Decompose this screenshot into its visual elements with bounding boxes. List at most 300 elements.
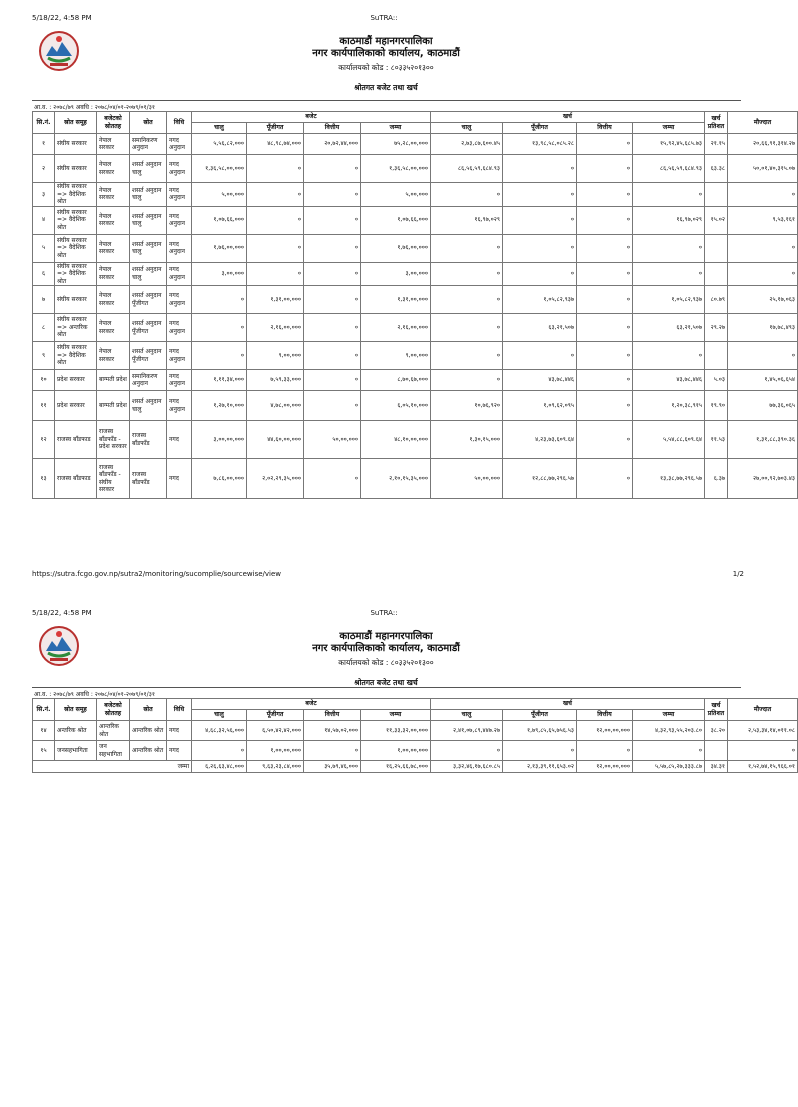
table-cell: राजस्व बाँडफाँड - संघीय सरकार [97, 459, 130, 499]
table-cell: ६३,२१,५०७ [503, 314, 577, 342]
table-cell: १०,७६,९२० [431, 391, 503, 421]
table-cell: ० [577, 234, 633, 262]
col-method: विधि [167, 699, 192, 721]
table-cell: नगद [167, 459, 192, 499]
table-cell: १,०७,६६,००० [192, 206, 247, 234]
table-cell: १३ [33, 459, 55, 499]
table-cell: ० [503, 741, 577, 761]
table-cell: आन्तरिक श्रोत [97, 721, 130, 741]
table-cell: ५,००,००० [192, 183, 247, 207]
table-cell: नगद अनुदान [167, 206, 192, 234]
office-name: नगर कार्यपालिकाको कार्यालय, काठमाडौं [312, 643, 460, 654]
table-cell: शसर्त अनुदान चालु [130, 155, 167, 183]
footer-url: https://sutra.fcgo.gov.np/sutra2/monitoring/sucomplie/sourcewise/view [32, 570, 281, 578]
table-cell: २९.२७ [705, 314, 728, 342]
totals-cell: १,५२,७४,१५,९६६.०१ [728, 761, 798, 773]
table-cell: नेपाल सरकार [97, 286, 130, 314]
table-cell: २,७३,८७,६००.४५ [431, 134, 503, 155]
table-cell: नगद अनुदान [167, 234, 192, 262]
table-row [33, 342, 798, 370]
table-cell: ४,६८,३२,५६,००० [192, 721, 247, 741]
col-exp-financial: वित्तीय [577, 710, 633, 721]
totals-cell: ३४.३१ [705, 761, 728, 773]
table-row [33, 314, 798, 342]
table-cell [705, 342, 728, 370]
table-cell: ४,२३,७३,६०९.६४ [503, 421, 577, 459]
table-cell: १ [33, 134, 55, 155]
table-cell: ० [304, 206, 361, 234]
table-cell: संघीय सरकार => वैदेशिक श्रोत [55, 234, 97, 262]
table-cell: १,०७,६६,००० [361, 206, 431, 234]
table-cell: ६.३७ [705, 459, 728, 499]
table-cell: ० [304, 234, 361, 262]
col-sn: सि.नं. [33, 699, 55, 721]
table-cell: ५,५६,८२,००० [192, 134, 247, 155]
table-cell: २,१६,००,००० [361, 314, 431, 342]
table-cell: राजस्व बाँडफाड [55, 421, 97, 459]
col-exp-total: जम्मा [633, 123, 705, 134]
table-cell: ० [431, 262, 503, 286]
table-cell: शसर्त अनुदान चालु [130, 391, 167, 421]
table-cell: ० [503, 155, 577, 183]
table-cell: ० [633, 342, 705, 370]
table-cell: ० [304, 183, 361, 207]
col-budget-capital: पूँजीगत [247, 710, 304, 721]
table-cell: ० [304, 262, 361, 286]
table-cell: ४३,७८,४४६ [503, 370, 577, 391]
col-exp-capital: पूँजीगत [503, 123, 577, 134]
table-cell: ३,००,००,००० [192, 421, 247, 459]
table-cell: १,२०,३८,९१५ [633, 391, 705, 421]
table-cell: संघीय सरकार [55, 155, 97, 183]
table-cell: ६,५०,४२,४२,००० [247, 721, 304, 741]
table-cell [705, 183, 728, 207]
col-balance: मौज्दात [728, 112, 798, 134]
table-row [33, 155, 798, 183]
table-row [33, 721, 798, 741]
table-cell: संघीय सरकार => वैदेशिक श्रोत [55, 262, 97, 286]
table-cell: १५,९२,४५,६८५.७३ [633, 134, 705, 155]
table-cell: संघीय सरकार => वैदेशिक श्रोत [55, 183, 97, 207]
table-cell: २,१०,१५,३५,००० [361, 459, 431, 499]
table-cell: नेपाल सरकार [97, 155, 130, 183]
table-cell: १४ [33, 721, 55, 741]
print-timestamp: 5/18/22, 4:58 PM [32, 14, 92, 22]
table-cell: संघीय सरकार => वैदेशिक श्रोत [55, 206, 97, 234]
table-row [33, 741, 798, 761]
table-cell: ४८,९८,७४,००० [247, 134, 304, 155]
office-name: नगर कार्यपालिकाको कार्यालय, काठमाडौं [312, 48, 460, 59]
table-cell: आन्तरिक श्रोत [130, 721, 167, 741]
table-row [33, 183, 798, 207]
page-2 [0, 595, 795, 1107]
col-balance: मौज्दात [728, 699, 798, 721]
table-cell: ० [192, 741, 247, 761]
budget-expenditure-table [32, 698, 798, 773]
table-cell: १० [33, 370, 55, 391]
table-cell: १,३०,१५,००० [431, 421, 503, 459]
table-cell: १२,८८,७७,२९६.५७ [503, 459, 577, 499]
table-cell: ८ [33, 314, 55, 342]
table-cell: ० [633, 262, 705, 286]
table-cell: शसर्त अनुदान चालु [130, 234, 167, 262]
col-budget: बजेट [192, 699, 431, 710]
table-cell: १२ [33, 421, 55, 459]
table-cell: १,३६,५८,००,००० [192, 155, 247, 183]
table-cell: १,०५,८२,९३७ [633, 286, 705, 314]
table-cell: १४,५७,०२,००० [304, 721, 361, 741]
table-cell: ० [577, 134, 633, 155]
table-cell: ० [577, 262, 633, 286]
table-cell: राजस्व बाँडफाड [55, 459, 97, 499]
table-row [33, 421, 798, 459]
table-cell: ६,०५,१०,००० [361, 391, 431, 421]
table-cell: ० [577, 370, 633, 391]
table-cell: १,०९,६२,०९५ [503, 391, 577, 421]
col-budget-capital: पूँजीगत [247, 123, 304, 134]
table-cell: राजस्व बाँडफाँड - प्रदेश सरकार [97, 421, 130, 459]
table-cell: ० [633, 741, 705, 761]
table-cell: ० [728, 234, 798, 262]
table-cell: १,००,००,००० [247, 741, 304, 761]
table-cell: ० [247, 206, 304, 234]
table-cell: संघीय सरकार => अन्तरिक श्रोत [55, 314, 97, 342]
col-budget: बजेट [192, 112, 431, 123]
table-cell: समानिकरण अनुदान [130, 134, 167, 155]
table-cell: १,७९,८५,६५,७५६.५३ [503, 721, 577, 741]
table-cell: ० [503, 183, 577, 207]
totals-cell: १६,२५,६६,७८,००० [361, 761, 431, 773]
table-cell: ४४,६०,००,००० [247, 421, 304, 459]
col-sn: सि.नं. [33, 112, 55, 134]
table-cell: ५,००,००० [361, 183, 431, 207]
table-cell: बाग्मती प्रदेश [97, 391, 130, 421]
table-cell: ० [577, 421, 633, 459]
budget-expenditure-table [32, 111, 798, 499]
table-cell: ० [633, 234, 705, 262]
table-cell: ९,००,००० [361, 342, 431, 370]
table-cell: नगद अनुदान [167, 262, 192, 286]
table-cell: १,७६,००,००० [361, 234, 431, 262]
table-cell: शसर्त अनुदान चालु [130, 262, 167, 286]
table-cell: बाग्मती प्रदेश [97, 370, 130, 391]
table-cell: ६ [33, 262, 55, 286]
col-budget-financial: वित्तीय [304, 123, 361, 134]
table-cell: ० [503, 342, 577, 370]
table-row [33, 286, 798, 314]
table-cell: ० [431, 314, 503, 342]
footer-page-number: 1/2 [732, 570, 744, 578]
totals-row [33, 761, 798, 773]
table-cell: १,११,३४,००० [192, 370, 247, 391]
table-cell: ११.५३ [705, 421, 728, 459]
table-cell: ३,००,००० [192, 262, 247, 286]
table-cell: ७,५९,३३,००० [247, 370, 304, 391]
municipality-name: काठमाडौं महानगरपालिका [339, 631, 433, 642]
table-cell: ५०,०१,४०,३१५.०७ [728, 155, 798, 183]
office-code: कार्यालयको कोड : ८०३३५२०१३०० [338, 658, 434, 667]
table-cell: ५०,००,००० [431, 459, 503, 499]
table-cell: १,३६,५८,००,००० [361, 155, 431, 183]
table-cell: ० [304, 155, 361, 183]
table-cell: ७५,२८,००,००० [361, 134, 431, 155]
table-cell: ० [728, 262, 798, 286]
table-cell: जनसहभागिता [55, 741, 97, 761]
table-cell: नेपाल सरकार [97, 134, 130, 155]
table-cell: ३ [33, 183, 55, 207]
table-cell: ० [431, 370, 503, 391]
table-row [33, 391, 798, 421]
table-row [33, 234, 798, 262]
table-cell: नगद [167, 421, 192, 459]
office-code: कार्यालयको कोड : ८०३३५२०१३०० [338, 63, 434, 72]
col-exp-capital: पूँजीगत [503, 710, 577, 721]
table-cell: ५०,००,००० [304, 421, 361, 459]
table-cell: १५ [33, 741, 55, 761]
table-cell: १३,९८,५८,०८५.२८ [503, 134, 577, 155]
table-cell: ० [192, 286, 247, 314]
table-cell: नगद अनुदान [167, 370, 192, 391]
table-cell: ० [304, 286, 361, 314]
table-cell: ० [431, 741, 503, 761]
table-cell: ० [247, 183, 304, 207]
table-cell: शसर्त अनुदान चालु [130, 183, 167, 207]
table-cell: ० [577, 459, 633, 499]
table-cell: ० [304, 342, 361, 370]
totals-cell: २,१३,३९,११,६५३.०२ [503, 761, 577, 773]
table-cell: ० [304, 314, 361, 342]
table-cell: ० [503, 234, 577, 262]
table-cell: ६३,२१,५०७ [633, 314, 705, 342]
report-title: श्रोतगत बजेट तथा खर्च [354, 678, 418, 687]
table-cell: १५.०२ [705, 206, 728, 234]
municipality-name: काठमाडौं महानगरपालिका [339, 36, 433, 47]
table-cell: ० [247, 155, 304, 183]
table-cell: ० [577, 741, 633, 761]
fiscal-period: आ.व. : २०७८/७९ अवधि : २०७८/०४/०१-२०७९/०१/३१ [34, 104, 155, 111]
table-cell: नगद [167, 741, 192, 761]
col-budget-total: जम्मा [361, 710, 431, 721]
table-cell: नगद अनुदान [167, 391, 192, 421]
divider [32, 100, 741, 101]
table-cell: ४८,१०,००,००० [361, 421, 431, 459]
table-cell: ८६,५६,५९,६८४.९३ [633, 155, 705, 183]
table-cell: ४,७८,००,००० [247, 391, 304, 421]
col-source-group: स्रोत समूह [55, 112, 97, 134]
table-cell: १२,००,००,००० [577, 721, 633, 741]
nepal-emblem-icon [38, 625, 80, 667]
table-cell: ० [304, 741, 361, 761]
table-cell: अन्तरिक श्रोत [55, 721, 97, 741]
table-cell: राजस्व बाँडफाँड [130, 459, 167, 499]
col-source: स्रोत [130, 699, 167, 721]
table-cell: ० [304, 391, 361, 421]
table-cell: ७,८६,००,००० [192, 459, 247, 499]
nepal-emblem-icon [38, 30, 80, 72]
table-cell: नेपाल सरकार [97, 183, 130, 207]
print-app-title: SuTRA:: [370, 609, 398, 617]
table-cell: ४,३२,९३,५५,२०३.८० [633, 721, 705, 741]
table-cell: ० [728, 342, 798, 370]
table-row [33, 262, 798, 286]
table-cell: संघीय सरकार [55, 134, 97, 155]
table-cell: ० [577, 314, 633, 342]
table-cell: नेपाल सरकार [97, 262, 130, 286]
table-cell: ९ [33, 342, 55, 370]
table-cell: ९,५३,१६१ [728, 206, 798, 234]
col-source-group: स्रोत समूह [55, 699, 97, 721]
table-row [33, 206, 798, 234]
table-row [33, 459, 798, 499]
col-budget-current: चालु [192, 710, 247, 721]
report-title: श्रोतगत बजेट तथा खर्च [354, 83, 418, 92]
table-cell: ० [192, 342, 247, 370]
table-cell: ५ [33, 234, 55, 262]
table-cell: २१.१५ [705, 134, 728, 155]
col-exp-current: चालु [431, 710, 503, 721]
table-cell: नेपाल सरकार [97, 234, 130, 262]
divider [32, 687, 741, 688]
table-cell: १,००,००,००० [361, 741, 431, 761]
table-cell: १९.९० [705, 391, 728, 421]
table-cell: ४३,७८,४४६ [633, 370, 705, 391]
table-cell: नगद अनुदान [167, 155, 192, 183]
table-cell: ० [577, 206, 633, 234]
table-cell: ० [577, 155, 633, 183]
table-cell: १,३१,००,००० [247, 286, 304, 314]
table-cell: ७ [33, 286, 55, 314]
table-cell: शसर्त अनुदान चालु [130, 206, 167, 234]
table-cell: नगद अनुदान [167, 314, 192, 342]
table-cell: संघीय सरकार => वैदेशिक श्रोत [55, 342, 97, 370]
table-cell: समानिकरण अनुदान [130, 370, 167, 391]
table-cell: ० [431, 286, 503, 314]
table-cell: ० [304, 370, 361, 391]
table-cell [705, 741, 728, 761]
table-cell: १,४५,०६,६५४ [728, 370, 798, 391]
table-cell: ० [577, 183, 633, 207]
table-cell: जन सहभागिता [97, 741, 130, 761]
table-cell: ८०.७९ [705, 286, 728, 314]
table-cell: २,०२,२९,३५,००० [247, 459, 304, 499]
table-cell: राजस्व बाँडफाँड [130, 421, 167, 459]
col-budget-current: चालु [192, 123, 247, 134]
table-cell: ८,७०,६७,००० [361, 370, 431, 391]
totals-cell: ३,३२,४६,१७,६८०.८५ [431, 761, 503, 773]
table-cell: नेपाल सरकार [97, 342, 130, 370]
table-cell: १,३१,८८,३९०.३६ [728, 421, 798, 459]
table-cell: २,४१,०७,८९,४४७.२७ [431, 721, 503, 741]
table-cell: ० [503, 206, 577, 234]
col-exp-current: चालु [431, 123, 503, 134]
table-cell: ११ [33, 391, 55, 421]
report-header [230, 631, 542, 688]
table-row [33, 370, 798, 391]
totals-cell: ६,२६,६३,४८,००० [192, 761, 247, 773]
table-cell: ० [728, 183, 798, 207]
table-cell: ० [577, 286, 633, 314]
table-cell: २५,१७,०६३ [728, 286, 798, 314]
col-budget-source: बजेटको स्रोततह [97, 699, 130, 721]
table-cell: २०,७२,४४,००० [304, 134, 361, 155]
table-cell: ६३.३८ [705, 155, 728, 183]
print-app-title: SuTRA:: [370, 14, 398, 22]
col-budget-source: बजेटको स्रोततह [97, 112, 130, 134]
table-cell: शसर्त अनुदान पूँजीगत [130, 314, 167, 342]
col-exp-percent: खर्च प्रतिशत [705, 112, 728, 134]
table-cell: १,३१,००,००० [361, 286, 431, 314]
table-cell: ० [577, 342, 633, 370]
table-row [33, 134, 798, 155]
table-cell: ३८.२० [705, 721, 728, 741]
col-method: विधि [167, 112, 192, 134]
table-cell: ७७,३६,०६५ [728, 391, 798, 421]
table-cell: २,१६,००,००० [247, 314, 304, 342]
table-cell: १,०५,८२,९३७ [503, 286, 577, 314]
table-cell: नेपाल सरकार [97, 314, 130, 342]
table-cell: २०,६६,९१,३१४.२७ [728, 134, 798, 155]
table-cell: ० [247, 262, 304, 286]
table-cell: ० [633, 183, 705, 207]
table-cell: ० [431, 183, 503, 207]
table-cell: २,५३,३४,१४,०११.०८ [728, 721, 798, 741]
table-cell: आन्तरिक श्रोत [130, 741, 167, 761]
table-cell: ३,००,००० [361, 262, 431, 286]
table-cell: नगद अनुदान [167, 134, 192, 155]
table-cell: १७,७८,४९३ [728, 314, 798, 342]
col-budget-total: जम्मा [361, 123, 431, 134]
table-cell: २७,००,९२,७०३.४३ [728, 459, 798, 499]
totals-cell: १२,००,००,००० [577, 761, 633, 773]
table-cell: प्रदेश सरकार [55, 370, 97, 391]
col-source: स्रोत [130, 112, 167, 134]
table-cell: १,७६,००,००० [192, 234, 247, 262]
table-cell: ० [431, 342, 503, 370]
table-cell: ० [577, 391, 633, 421]
table-cell: १६,९७,०२९ [633, 206, 705, 234]
table-cell: ० [503, 262, 577, 286]
table-cell: १,२७,१०,००० [192, 391, 247, 421]
table-cell: ११,३३,३२,००,००० [361, 721, 431, 741]
col-exp-percent: खर्च प्रतिशत [705, 699, 728, 721]
table-cell: ० [728, 741, 798, 761]
table-cell: नगद अनुदान [167, 342, 192, 370]
table-cell: ४ [33, 206, 55, 234]
col-exp-total: जम्मा [633, 710, 705, 721]
totals-cell: ९,६३,२३,८४,००० [247, 761, 304, 773]
table-cell: ० [247, 234, 304, 262]
totals-cell: ५,५७,८५,२७,३३३.८७ [633, 761, 705, 773]
report-header [230, 36, 542, 93]
col-budget-financial: वित्तीय [304, 710, 361, 721]
table-cell [705, 262, 728, 286]
table-cell: ५.०३ [705, 370, 728, 391]
table-cell: २ [33, 155, 55, 183]
table-cell: प्रदेश सरकार [55, 391, 97, 421]
table-cell: १६,९७,०२९ [431, 206, 503, 234]
col-expenditure: खर्च [431, 699, 705, 710]
table-cell: ५,५४,८८,६०९.६४ [633, 421, 705, 459]
table-cell: नगद अनुदान [167, 286, 192, 314]
table-cell: ० [192, 314, 247, 342]
table-cell [705, 234, 728, 262]
table-cell: ० [431, 234, 503, 262]
table-cell: ० [304, 459, 361, 499]
table-cell: ८६,५६,५९,६८४.९३ [431, 155, 503, 183]
table-cell: नेपाल सरकार [97, 206, 130, 234]
table-cell: ९,००,००० [247, 342, 304, 370]
table-cell: शसर्त अनुदान पूँजीगत [130, 286, 167, 314]
